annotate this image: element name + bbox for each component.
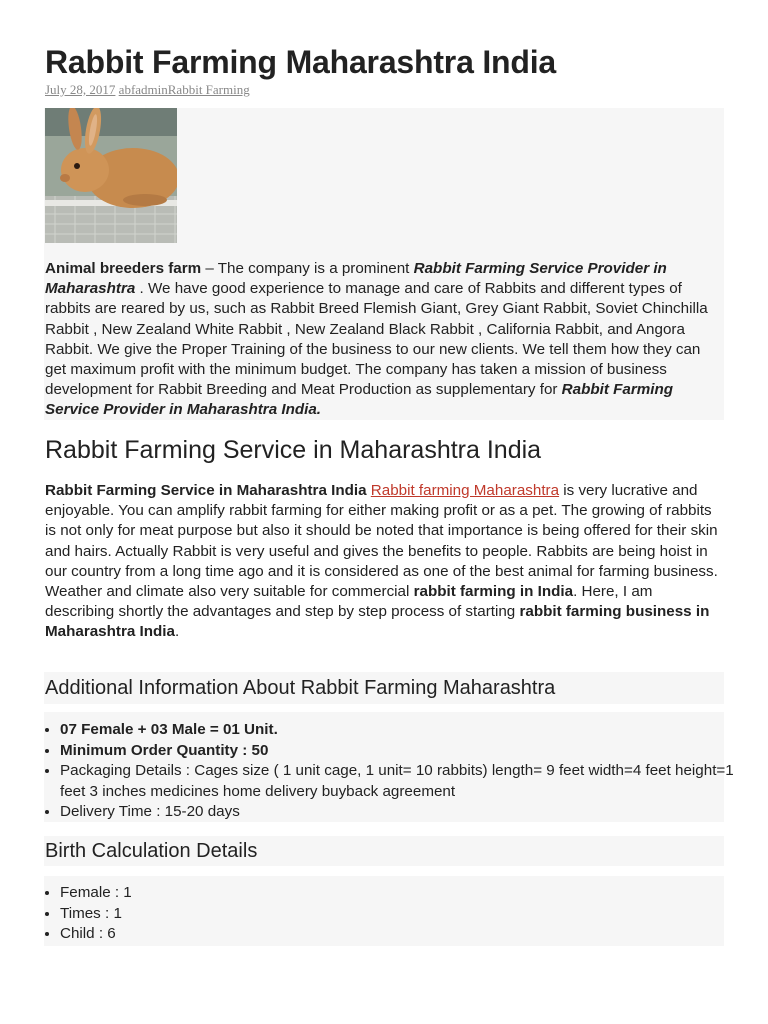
additional-info-list [32,720,750,823]
service-text: . [174,623,180,641]
list-item [60,924,750,945]
service-paragraph [45,481,725,643]
page-title: Rabbit Farming Maharashtra India [45,44,557,80]
post-date-link[interactable]: July 28, 2017 [45,82,116,97]
list-item [60,720,750,741]
service-heading: Rabbit Farming Service in Maharashtra India [45,436,542,464]
birth-calculation-list [32,883,750,945]
intro-emphasis: Rabbit Farming Service Provider in Maharashtra [45,260,667,298]
list-item [60,802,750,823]
list-item [60,741,750,762]
list-item-text: Packaging Details : Cages size ( 1 unit cage, 1 unit= 10 rabbits) length= 9 feet width=4 feet height=1 feet 3 inches medicines home delivery buyback agreement [60,762,734,800]
service-emphasis: rabbit farming in India [413,583,574,601]
list-item [60,904,750,925]
additional-info-heading: Additional Information About Rabbit Farming Maharashtra [45,677,556,699]
intro-paragraph [45,259,725,421]
list-item-text: Female : 1 [60,884,132,901]
post-author-category-link[interactable]: abfadminRabbit Farming [118,82,250,97]
service-lead: Rabbit Farming Service in Maharashtra India [45,482,367,499]
service-emphasis: rabbit farming business in Maharashtra India [45,603,710,641]
birth-calculation-heading: Birth Calculation Details [45,840,258,862]
intro-text: . We have good experience to manage and care of Rabbits and different types of rabbits are reared by us, such as Rabbit Breed Flemish Giant, Grey Giant Rabbit, Soviet Chinchilla Rabbit , New Zealand White Rabbit , New Zealand Black Rabbit , California Rabbit, and Angora Rabbit. We give the Proper Training of the business to our new clients. We tell them how they can get maximum profit with the minimum budget. The company has taken a mission of business development for Rabbit Breeding and Meat Production as supplementary for [45,280,708,399]
list-item [60,883,750,904]
service-text: . Here, I am describing shortly the advantages and step by step process of starting [45,583,653,621]
post-meta [45,82,250,98]
list-item-text: 07 Female + 03 Male = 01 Unit. [60,721,278,738]
rabbit-farming-link[interactable]: Rabbit farming Maharashtra [370,482,560,499]
rabbit-photo [45,108,177,243]
intro-text: – The company is a prominent [201,260,414,277]
list-item [60,761,750,802]
list-item-text: Times : 1 [60,904,122,922]
service-text: is very lucrative and enjoyable. You can amplify rabbit farming for either making profit or as a pet. The growing of rabbits is not only for meat purpose but also it should be noted that importance is being offered for their skin and hairs. Actually Rabbit is very useful and gives the benefits to people. Rabbits are being hoist in our country from a long time ago and it is considered as one of the best animal for farming business. Weather and climate also very suitable for commercial [45,482,718,601]
list-item-text: Minimum Order Quantity : 50 [60,741,269,759]
list-item-text: Delivery Time : 15-20 days [60,803,240,820]
company-name: Animal breeders farm [45,260,202,277]
list-item-text: Child : 6 [60,925,116,942]
intro-emphasis: Rabbit Farming Service Provider in Maharashtra India. [45,381,674,419]
